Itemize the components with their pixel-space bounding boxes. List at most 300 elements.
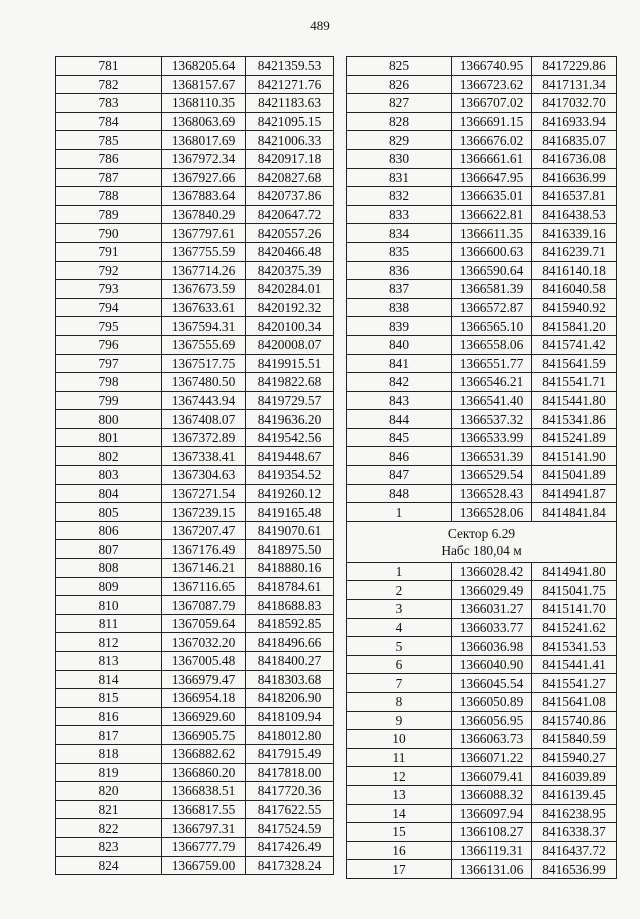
table-row xyxy=(347,466,617,485)
y-coordinate-cell: 8417915.49 xyxy=(246,744,334,763)
table-row xyxy=(347,804,617,823)
y-coordinate-cell: 8417524.59 xyxy=(246,819,334,838)
table-row xyxy=(347,149,617,168)
table-row xyxy=(347,75,617,94)
table-row xyxy=(56,187,334,206)
point-number-cell: 6 xyxy=(347,655,452,674)
y-coordinate-cell: 8419070.61 xyxy=(246,521,334,540)
table-row xyxy=(56,744,334,763)
table-row xyxy=(347,298,617,317)
table-row xyxy=(347,242,617,261)
x-coordinate-cell: 1366565.10 xyxy=(452,317,532,336)
y-coordinate-cell: 8420557.26 xyxy=(246,224,334,243)
y-coordinate-cell: 8418784.61 xyxy=(246,577,334,596)
y-coordinate-cell: 8415441.80 xyxy=(532,391,617,410)
x-coordinate-cell: 1368063.69 xyxy=(162,112,246,131)
table-row xyxy=(56,94,334,113)
table-row xyxy=(56,75,334,94)
point-number-cell: 9 xyxy=(347,711,452,730)
point-number-cell: 847 xyxy=(347,466,452,485)
y-coordinate-cell: 8414841.84 xyxy=(532,503,617,522)
y-coordinate-cell: 8418880.16 xyxy=(246,559,334,578)
table-row xyxy=(347,335,617,354)
x-coordinate-cell: 1366533.99 xyxy=(452,428,532,447)
x-coordinate-cell: 1366929.60 xyxy=(162,707,246,726)
x-coordinate-cell: 1366108.27 xyxy=(452,823,532,842)
x-coordinate-cell: 1366531.39 xyxy=(452,447,532,466)
y-coordinate-cell: 8420737.86 xyxy=(246,187,334,206)
x-coordinate-cell: 1367480.50 xyxy=(162,373,246,392)
table-row xyxy=(56,57,334,76)
table-row xyxy=(56,466,334,485)
table-row xyxy=(56,410,334,429)
x-coordinate-cell: 1366033.77 xyxy=(452,618,532,637)
x-coordinate-cell: 1367840.29 xyxy=(162,205,246,224)
y-coordinate-cell: 8415641.08 xyxy=(532,693,617,712)
table-row xyxy=(56,577,334,596)
x-coordinate-cell: 1367673.59 xyxy=(162,280,246,299)
point-number-cell: 821 xyxy=(56,800,162,819)
table-row xyxy=(347,860,617,879)
table-row xyxy=(347,841,617,860)
table-row xyxy=(56,131,334,150)
point-number-cell: 808 xyxy=(56,559,162,578)
table-row xyxy=(56,800,334,819)
y-coordinate-cell: 8419165.48 xyxy=(246,503,334,522)
table-row xyxy=(347,410,617,429)
table-row xyxy=(347,57,617,76)
point-number-cell: 823 xyxy=(56,837,162,856)
point-number-cell: 7 xyxy=(347,674,452,693)
y-coordinate-cell: 8417131.34 xyxy=(532,75,617,94)
coordinates-table-left xyxy=(55,56,334,875)
point-number-cell: 844 xyxy=(347,410,452,429)
x-coordinate-cell: 1366590.64 xyxy=(452,261,532,280)
table-row xyxy=(56,280,334,299)
point-number-cell: 797 xyxy=(56,354,162,373)
y-coordinate-cell: 8418400.27 xyxy=(246,652,334,671)
point-number-cell: 830 xyxy=(347,149,452,168)
table-row xyxy=(56,633,334,652)
y-coordinate-cell: 8415241.62 xyxy=(532,618,617,637)
point-number-cell: 827 xyxy=(347,94,452,113)
point-number-cell: 1 xyxy=(347,562,452,581)
x-coordinate-cell: 1366131.06 xyxy=(452,860,532,879)
x-coordinate-cell: 1367005.48 xyxy=(162,652,246,671)
point-number-cell: 781 xyxy=(56,57,162,76)
point-number-cell: 799 xyxy=(56,391,162,410)
point-number-cell: 834 xyxy=(347,224,452,243)
x-coordinate-cell: 1366551.77 xyxy=(452,354,532,373)
y-coordinate-cell: 8416139.45 xyxy=(532,785,617,804)
y-coordinate-cell: 8420375.39 xyxy=(246,261,334,280)
y-coordinate-cell: 8415740.86 xyxy=(532,711,617,730)
sector-header-cell xyxy=(347,521,617,562)
x-coordinate-cell: 1366050.89 xyxy=(452,693,532,712)
y-coordinate-cell: 8415541.71 xyxy=(532,373,617,392)
x-coordinate-cell: 1366581.39 xyxy=(452,280,532,299)
y-coordinate-cell: 8417032.70 xyxy=(532,94,617,113)
y-coordinate-cell: 8416239.71 xyxy=(532,242,617,261)
y-coordinate-cell: 8416438.53 xyxy=(532,205,617,224)
y-coordinate-cell: 8414941.80 xyxy=(532,562,617,581)
x-coordinate-cell: 1367972.34 xyxy=(162,149,246,168)
point-number-cell: 848 xyxy=(347,484,452,503)
y-coordinate-cell: 8415341.86 xyxy=(532,410,617,429)
table-row xyxy=(347,767,617,786)
point-number-cell: 832 xyxy=(347,187,452,206)
table-row xyxy=(56,298,334,317)
sector-title: Сектор 6.29 xyxy=(447,525,516,541)
y-coordinate-cell: 8419636.20 xyxy=(246,410,334,429)
x-coordinate-cell: 1367032.20 xyxy=(162,633,246,652)
y-coordinate-cell: 8415741.42 xyxy=(532,335,617,354)
y-coordinate-cell: 8415840.59 xyxy=(532,730,617,749)
y-coordinate-cell: 8415041.75 xyxy=(532,581,617,600)
x-coordinate-cell: 1367443.94 xyxy=(162,391,246,410)
y-coordinate-cell: 8415141.70 xyxy=(532,600,617,619)
point-number-cell: 17 xyxy=(347,860,452,879)
y-coordinate-cell: 8419448.67 xyxy=(246,447,334,466)
x-coordinate-cell: 1366572.87 xyxy=(452,298,532,317)
x-coordinate-cell: 1367555.69 xyxy=(162,335,246,354)
y-coordinate-cell: 8417229.86 xyxy=(532,57,617,76)
y-coordinate-cell: 8419915.51 xyxy=(246,354,334,373)
point-number-cell: 818 xyxy=(56,744,162,763)
table-row xyxy=(56,373,334,392)
table-row xyxy=(347,484,617,503)
x-coordinate-cell: 1366529.54 xyxy=(452,466,532,485)
point-number-cell: 811 xyxy=(56,614,162,633)
y-coordinate-cell: 8420284.01 xyxy=(246,280,334,299)
x-coordinate-cell: 1366028.42 xyxy=(452,562,532,581)
y-coordinate-cell: 8417720.36 xyxy=(246,782,334,801)
y-coordinate-cell: 8415241.89 xyxy=(532,428,617,447)
table-row xyxy=(347,581,617,600)
y-coordinate-cell: 8416537.81 xyxy=(532,187,617,206)
table-row xyxy=(347,112,617,131)
y-coordinate-cell: 8416835.07 xyxy=(532,131,617,150)
table-row xyxy=(347,711,617,730)
table-row xyxy=(347,94,617,113)
x-coordinate-cell: 1366661.61 xyxy=(452,149,532,168)
x-coordinate-cell: 1367517.75 xyxy=(162,354,246,373)
table-row xyxy=(56,856,334,875)
point-number-cell: 816 xyxy=(56,707,162,726)
point-number-cell: 833 xyxy=(347,205,452,224)
table-row xyxy=(56,652,334,671)
x-coordinate-cell: 1366647.95 xyxy=(452,168,532,187)
y-coordinate-cell: 8421183.63 xyxy=(246,94,334,113)
x-coordinate-cell: 1366777.79 xyxy=(162,837,246,856)
x-coordinate-cell: 1367408.07 xyxy=(162,410,246,429)
y-coordinate-cell: 8420466.48 xyxy=(246,242,334,261)
point-number-cell: 10 xyxy=(347,730,452,749)
y-coordinate-cell: 8416437.72 xyxy=(532,841,617,860)
point-number-cell: 801 xyxy=(56,428,162,447)
point-number-cell: 12 xyxy=(347,767,452,786)
point-number-cell: 790 xyxy=(56,224,162,243)
x-coordinate-cell: 1367207.47 xyxy=(162,521,246,540)
point-number-cell: 838 xyxy=(347,298,452,317)
y-coordinate-cell: 8420008.07 xyxy=(246,335,334,354)
table-row xyxy=(56,261,334,280)
y-coordinate-cell: 8419260.12 xyxy=(246,484,334,503)
x-coordinate-cell: 1366740.95 xyxy=(452,57,532,76)
table-row xyxy=(56,521,334,540)
point-number-cell: 788 xyxy=(56,187,162,206)
table-row xyxy=(347,224,617,243)
table-row xyxy=(56,689,334,708)
table-row xyxy=(56,317,334,336)
point-number-cell: 839 xyxy=(347,317,452,336)
x-coordinate-cell: 1366600.63 xyxy=(452,242,532,261)
x-coordinate-cell: 1366036.98 xyxy=(452,637,532,656)
point-number-cell: 836 xyxy=(347,261,452,280)
point-number-cell: 796 xyxy=(56,335,162,354)
point-number-cell: 845 xyxy=(347,428,452,447)
y-coordinate-cell: 8416339.16 xyxy=(532,224,617,243)
table-row xyxy=(347,785,617,804)
point-number-cell: 802 xyxy=(56,447,162,466)
x-coordinate-cell: 1366707.02 xyxy=(452,94,532,113)
table-row xyxy=(347,187,617,206)
x-coordinate-cell: 1368157.67 xyxy=(162,75,246,94)
y-coordinate-cell: 8415141.90 xyxy=(532,447,617,466)
x-coordinate-cell: 1366029.49 xyxy=(452,581,532,600)
table-row xyxy=(347,447,617,466)
table-row xyxy=(56,484,334,503)
y-coordinate-cell: 8415441.41 xyxy=(532,655,617,674)
point-number-cell: 13 xyxy=(347,785,452,804)
x-coordinate-cell: 1366558.06 xyxy=(452,335,532,354)
x-coordinate-cell: 1367927.66 xyxy=(162,168,246,187)
point-number-cell: 795 xyxy=(56,317,162,336)
point-number-cell: 1 xyxy=(347,503,452,522)
table-row xyxy=(347,205,617,224)
point-number-cell: 824 xyxy=(56,856,162,875)
x-coordinate-cell: 1366838.51 xyxy=(162,782,246,801)
x-coordinate-cell: 1366860.20 xyxy=(162,763,246,782)
point-number-cell: 828 xyxy=(347,112,452,131)
point-number-cell: 837 xyxy=(347,280,452,299)
x-coordinate-cell: 1366954.18 xyxy=(162,689,246,708)
y-coordinate-cell: 8421095.15 xyxy=(246,112,334,131)
y-coordinate-cell: 8416238.95 xyxy=(532,804,617,823)
x-coordinate-cell: 1366528.06 xyxy=(452,503,532,522)
table-row xyxy=(347,674,617,693)
table-row xyxy=(347,503,617,522)
y-coordinate-cell: 8416736.08 xyxy=(532,149,617,168)
x-coordinate-cell: 1366119.31 xyxy=(452,841,532,860)
x-coordinate-cell: 1366528.43 xyxy=(452,484,532,503)
table-row xyxy=(347,168,617,187)
x-coordinate-cell: 1367883.64 xyxy=(162,187,246,206)
x-coordinate-cell: 1367633.61 xyxy=(162,298,246,317)
x-coordinate-cell: 1367239.15 xyxy=(162,503,246,522)
point-number-cell: 3 xyxy=(347,600,452,619)
point-number-cell: 804 xyxy=(56,484,162,503)
y-coordinate-cell: 8417622.55 xyxy=(246,800,334,819)
y-coordinate-cell: 8416338.37 xyxy=(532,823,617,842)
x-coordinate-cell: 1367372.89 xyxy=(162,428,246,447)
point-number-cell: 846 xyxy=(347,447,452,466)
x-coordinate-cell: 1366071.22 xyxy=(452,748,532,767)
y-coordinate-cell: 8415541.27 xyxy=(532,674,617,693)
table-row xyxy=(56,205,334,224)
table-row xyxy=(56,726,334,745)
table-row xyxy=(56,224,334,243)
table-row xyxy=(56,782,334,801)
point-number-cell: 825 xyxy=(347,57,452,76)
point-number-cell: 812 xyxy=(56,633,162,652)
x-coordinate-cell: 1367271.54 xyxy=(162,484,246,503)
table-row xyxy=(347,618,617,637)
point-number-cell: 826 xyxy=(347,75,452,94)
point-number-cell: 5 xyxy=(347,637,452,656)
point-number-cell: 787 xyxy=(56,168,162,187)
y-coordinate-cell: 8421006.33 xyxy=(246,131,334,150)
point-number-cell: 807 xyxy=(56,540,162,559)
table-row xyxy=(347,354,617,373)
table-row xyxy=(56,335,334,354)
y-coordinate-cell: 8416039.89 xyxy=(532,767,617,786)
y-coordinate-cell: 8418303.68 xyxy=(246,670,334,689)
y-coordinate-cell: 8420827.68 xyxy=(246,168,334,187)
table-row xyxy=(56,559,334,578)
table-row xyxy=(347,317,617,336)
point-number-cell: 817 xyxy=(56,726,162,745)
y-coordinate-cell: 8418496.66 xyxy=(246,633,334,652)
y-coordinate-cell: 8415041.89 xyxy=(532,466,617,485)
y-coordinate-cell: 8418206.90 xyxy=(246,689,334,708)
x-coordinate-cell: 1366541.40 xyxy=(452,391,532,410)
table-row xyxy=(56,391,334,410)
table-row xyxy=(347,730,617,749)
point-number-cell: 16 xyxy=(347,841,452,860)
y-coordinate-cell: 8415841.20 xyxy=(532,317,617,336)
y-coordinate-cell: 8415341.53 xyxy=(532,637,617,656)
point-number-cell: 784 xyxy=(56,112,162,131)
point-number-cell: 820 xyxy=(56,782,162,801)
table-row xyxy=(56,540,334,559)
x-coordinate-cell: 1367304.63 xyxy=(162,466,246,485)
page-number: 489 xyxy=(310,18,330,33)
x-coordinate-cell: 1366882.62 xyxy=(162,744,246,763)
point-number-cell: 789 xyxy=(56,205,162,224)
x-coordinate-cell: 1367087.79 xyxy=(162,596,246,615)
point-number-cell: 786 xyxy=(56,149,162,168)
x-coordinate-cell: 1366079.41 xyxy=(452,767,532,786)
coordinates-table-right xyxy=(346,56,617,879)
y-coordinate-cell: 8416536.99 xyxy=(532,860,617,879)
y-coordinate-cell: 8417818.00 xyxy=(246,763,334,782)
point-number-cell: 14 xyxy=(347,804,452,823)
point-number-cell: 2 xyxy=(347,581,452,600)
point-number-cell: 819 xyxy=(56,763,162,782)
x-coordinate-cell: 1368110.35 xyxy=(162,94,246,113)
point-number-cell: 831 xyxy=(347,168,452,187)
table-row xyxy=(56,354,334,373)
table-row xyxy=(56,707,334,726)
x-coordinate-cell: 1367755.59 xyxy=(162,242,246,261)
point-number-cell: 4 xyxy=(347,618,452,637)
table-row xyxy=(347,391,617,410)
y-coordinate-cell: 8419729.57 xyxy=(246,391,334,410)
x-coordinate-cell: 1367714.26 xyxy=(162,261,246,280)
x-coordinate-cell: 1367176.49 xyxy=(162,540,246,559)
table-row xyxy=(56,149,334,168)
point-number-cell: 810 xyxy=(56,596,162,615)
x-coordinate-cell: 1366797.31 xyxy=(162,819,246,838)
y-coordinate-cell: 8418012.80 xyxy=(246,726,334,745)
x-coordinate-cell: 1368017.69 xyxy=(162,131,246,150)
point-number-cell: 792 xyxy=(56,261,162,280)
x-coordinate-cell: 1367797.61 xyxy=(162,224,246,243)
x-coordinate-cell: 1367338.41 xyxy=(162,447,246,466)
y-coordinate-cell: 8420192.32 xyxy=(246,298,334,317)
x-coordinate-cell: 1367116.65 xyxy=(162,577,246,596)
y-coordinate-cell: 8418109.94 xyxy=(246,707,334,726)
y-coordinate-cell: 8416140.18 xyxy=(532,261,617,280)
table-row xyxy=(347,280,617,299)
point-number-cell: 813 xyxy=(56,652,162,671)
x-coordinate-cell: 1366817.55 xyxy=(162,800,246,819)
table-row xyxy=(347,373,617,392)
table-row xyxy=(347,131,617,150)
point-number-cell: 840 xyxy=(347,335,452,354)
y-coordinate-cell: 8420647.72 xyxy=(246,205,334,224)
y-coordinate-cell: 8420917.18 xyxy=(246,149,334,168)
x-coordinate-cell: 1366045.54 xyxy=(452,674,532,693)
table-row xyxy=(347,693,617,712)
y-coordinate-cell: 8418688.83 xyxy=(246,596,334,615)
point-number-cell: 11 xyxy=(347,748,452,767)
y-coordinate-cell: 8418975.50 xyxy=(246,540,334,559)
x-coordinate-cell: 1366097.94 xyxy=(452,804,532,823)
point-number-cell: 793 xyxy=(56,280,162,299)
table-row xyxy=(347,600,617,619)
table-row xyxy=(347,748,617,767)
x-coordinate-cell: 1368205.64 xyxy=(162,57,246,76)
y-coordinate-cell: 8419822.68 xyxy=(246,373,334,392)
point-number-cell: 794 xyxy=(56,298,162,317)
table-row xyxy=(56,596,334,615)
x-coordinate-cell: 1366759.00 xyxy=(162,856,246,875)
table-row xyxy=(347,261,617,280)
point-number-cell: 842 xyxy=(347,373,452,392)
y-coordinate-cell: 8417328.24 xyxy=(246,856,334,875)
point-number-cell: 8 xyxy=(347,693,452,712)
x-coordinate-cell: 1366088.32 xyxy=(452,785,532,804)
table-row xyxy=(56,503,334,522)
table-row xyxy=(56,614,334,633)
y-coordinate-cell: 8414941.87 xyxy=(532,484,617,503)
table-row xyxy=(56,670,334,689)
x-coordinate-cell: 1366040.90 xyxy=(452,655,532,674)
point-number-cell: 785 xyxy=(56,131,162,150)
point-number-cell: 783 xyxy=(56,94,162,113)
point-number-cell: 814 xyxy=(56,670,162,689)
sector-subtitle: Набс 180,04 м xyxy=(441,542,522,558)
table-row xyxy=(56,428,334,447)
x-coordinate-cell: 1366905.75 xyxy=(162,726,246,745)
point-number-cell: 815 xyxy=(56,689,162,708)
x-coordinate-cell: 1366063.73 xyxy=(452,730,532,749)
x-coordinate-cell: 1366611.35 xyxy=(452,224,532,243)
point-number-cell: 835 xyxy=(347,242,452,261)
point-number-cell: 15 xyxy=(347,823,452,842)
